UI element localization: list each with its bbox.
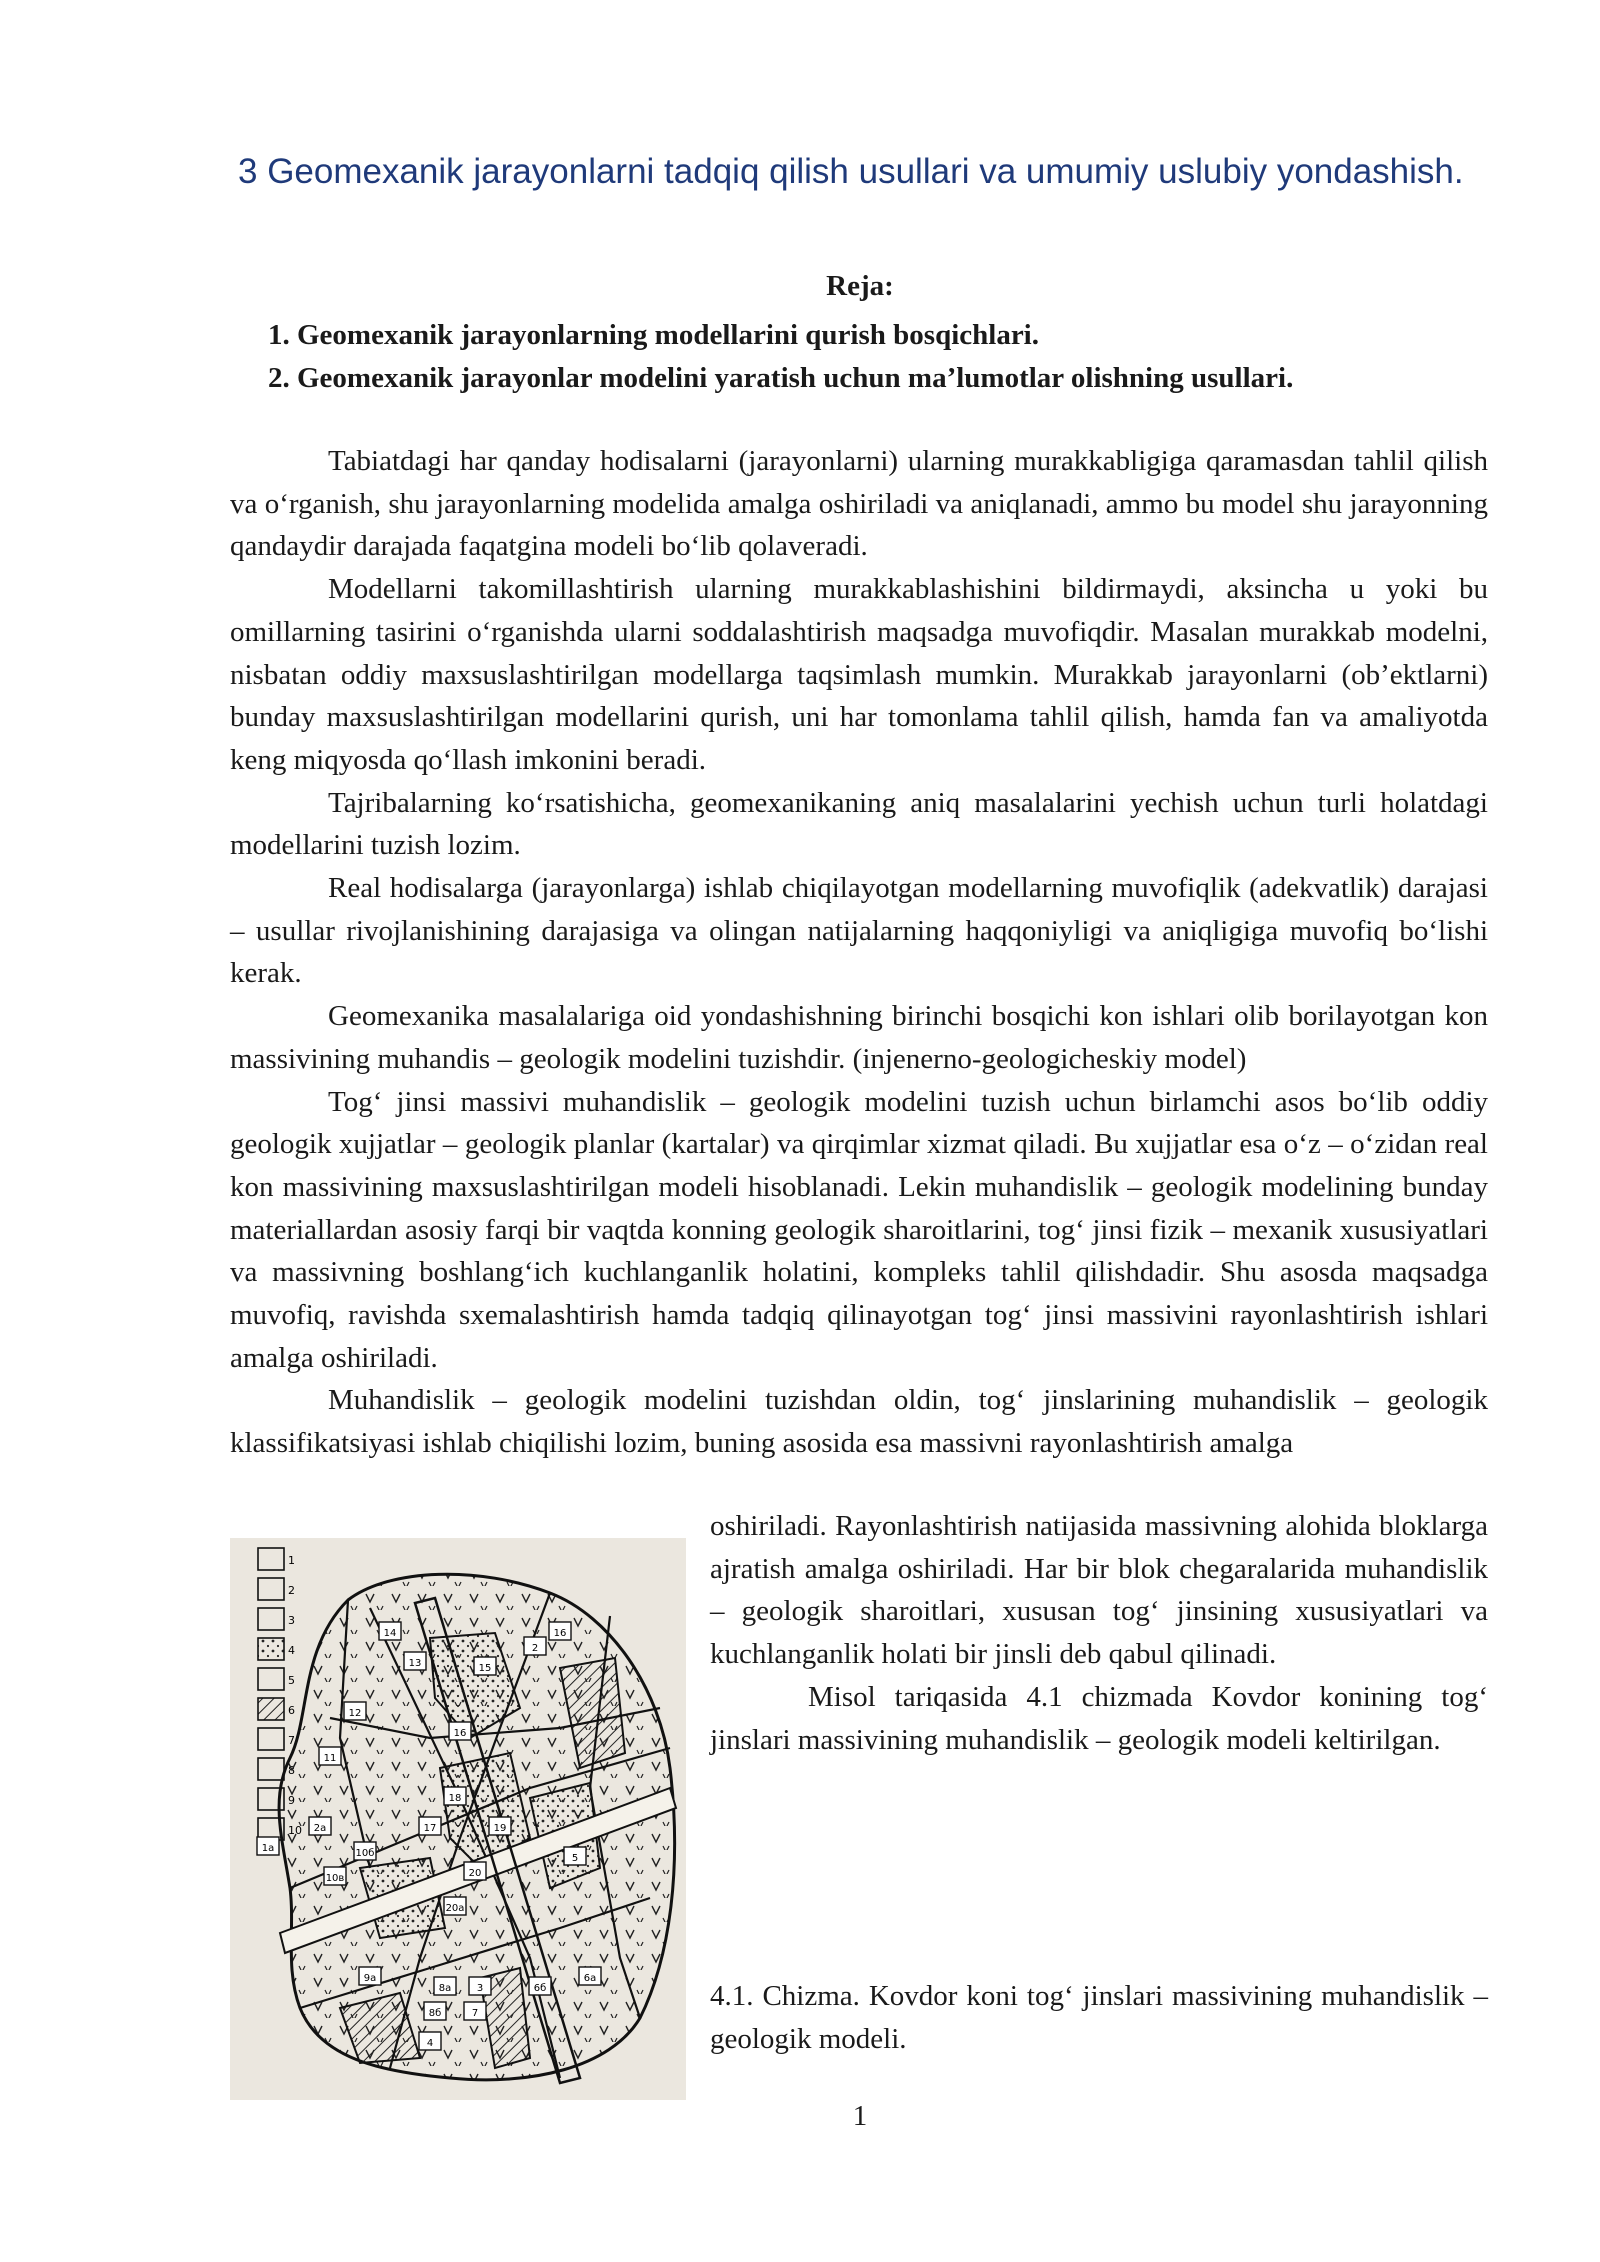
zone-label: 16 <box>453 1728 467 1739</box>
legend-number: 5 <box>288 1674 295 1687</box>
zone-label: 17 <box>423 1823 437 1834</box>
paragraph: oshiriladi. Rayonlashtirish natijasida massivning alohida bloklarga ajratish amalga oshiriladi. Har bir blok chegaralarida muhandislik – geologik sharoitlari, xususan tog‘ jinsining xususiyatlari va kuchlanganlik holati bir jinsli deb qabul qilinadi. <box>710 1510 1488 1671</box>
paragraph: Misol tariqasida 4.1 chizmada Kovdor konining tog‘ jinslari massivining muhandislik – geologik modeli keltirilgan. <box>710 1680 1488 1756</box>
wrapped-text <box>710 1505 1488 1761</box>
legend-number: 4 <box>288 1644 295 1657</box>
zone-label: 18 <box>448 1793 462 1804</box>
zone-label: 11 <box>323 1753 337 1764</box>
zone-label: 16 <box>553 1628 567 1639</box>
legend-swatch <box>258 1608 284 1630</box>
legend-swatch <box>258 1548 284 1570</box>
zone-label: 8а <box>438 1983 452 1994</box>
legend-swatch <box>258 1638 284 1660</box>
zone-label: 15 <box>478 1663 492 1674</box>
figure-caption: 4.1. Chizma. Kovdor koni tog‘ jinslari massivining muhandislik – geologik modeli. <box>710 1980 1488 2055</box>
legend-number: 2 <box>288 1584 295 1597</box>
paragraph: Geomexanika masalalariga oid yondashishning birinchi bosqichi kon ishlari olib borilayotgan kon massivining muhandis – geologik modelini tuzishdir. (injenerno-geologicheskiy model) <box>230 1000 1488 1075</box>
page-number: 1 <box>852 2100 868 2132</box>
zone-label: 10в <box>325 1873 345 1884</box>
zone-label: 3 <box>476 1983 484 1994</box>
paragraph: Muhandislik – geologik modelini tuzishdan oldin, tog‘ jinslarining muhandislik – geologik klassifikatsiyasi ishlab chiqilishi lozim, buning asosida esa massivni rayonlashtirish amalga <box>230 1384 1488 1460</box>
zone-label: 7 <box>471 2008 479 2019</box>
legend-swatch <box>258 1758 284 1780</box>
zone-label: 10б <box>355 1848 375 1859</box>
paragraph: Modellarni takomillashtirish ularning murakkablashishini bildirmaydi, aksincha u yoki bu omillarning tasirini o‘rganishda ularni soddalashtirish maqsadga muvofiqdir. Masalan murakkab modelni, nisbatan oddiy maxsuslashtirilgan modellarga taqsimlash mumkin. Murakkab jarayonlarni (ob’ektlarni) bunday maxsuslashtirilgan modellarini qurish, uni har tomonlama tahlil qilish, hamda fan va amaliyotda keng miqyosda qo‘llash imkonini beradi. <box>230 573 1488 776</box>
paragraph: Tajribalarning ko‘rsatishicha, geomexanikaning aniq masalalarini yechish uchun turli holatdagi modellarini tuzish lozim. <box>230 786 1488 862</box>
zone-label: 2 <box>531 1643 539 1654</box>
zone-label: 6а <box>583 1973 597 1984</box>
zone-label: 20а <box>445 1903 465 1914</box>
plan-item: 2. Geomexanik jarayonlar modelini yaratish uchun ma’lumotlar olishning usullari. <box>268 362 1294 394</box>
paragraph: Real hodisalarga (jarayonlarga) ishlab chiqilayotgan modellarning muvofiqlik (adekvatlik) darajasi – usullar rivojlanishining darajasiga va olingan natijalarning haqqoniyligi va aniqligiga muvofiq bo‘lishi kerak. <box>230 872 1488 990</box>
zone-label: 5 <box>571 1853 579 1864</box>
legend-number: 3 <box>288 1614 295 1627</box>
zone-label: 6б <box>533 1983 547 1994</box>
body-text <box>230 440 1488 1465</box>
section-heading: 3 Geomexanik jarayonlarni tadqiq qilish usullari va umumiy uslubiy yondashish. <box>238 152 1464 191</box>
zone-label: 20 <box>468 1868 482 1879</box>
legend-number: 1 <box>288 1554 295 1567</box>
plan-list <box>268 314 1293 400</box>
legend-swatch <box>258 1728 284 1750</box>
zone-label: 9а <box>363 1973 377 1984</box>
zone-label: 1а <box>261 1843 275 1854</box>
zone-label: 4 <box>426 2038 434 2049</box>
paragraph: Tabiatdagi har qanday hodisalarni (jarayonlarni) ularning murakkabligiga qaramasdan tahlil qilish va o‘rganish, shu jarayonlarning modelida amalga oshiriladi va aniqlanadi, ammo bu model shu jarayonning qandaydir darajada faqatgina modeli bo‘lib qolaveradi. <box>230 445 1488 563</box>
plan-item: 1. Geomexanik jarayonlarning modellarini qurish bosqichlari. <box>268 319 1039 351</box>
zone-label: 2а <box>313 1823 327 1834</box>
geological-map-drawing <box>230 1538 686 2100</box>
paragraph: Tog‘ jinsi massivi muhandislik – geologik modelini tuzish uchun birlamchi asos bo‘lib oddiy geologik xujjatlar – geologik planlar (kartalar) va qirqimlar xizmat qiladi. Bu xujjatlar esa o‘z – o‘zidan real kon massivining maxsuslashtirilgan modeli hisoblanadi. Lekin muhandislik – geologik modelining bunday materiallardan asosiy farqi bir vaqtda konning geologik sharoitlarini, tog‘ jinsi fizik – mexanik xususiyatlari va massivning boshlang‘ich kuchlanganlik holatini, kompleks tahlil qilishdadir. Shu asosda maqsadga muvofiq, ravishda sxemalashtirish hamda tadqiq qilinayotgan tog‘ jinsi massivini rayonlashtirish ishlari amalga oshiriladi. <box>230 1085 1488 1374</box>
zone-label: 14 <box>383 1628 397 1639</box>
zone-label: 12 <box>348 1708 362 1719</box>
zone-label: 8б <box>428 2008 442 2019</box>
zone-label: 19 <box>493 1823 507 1834</box>
zone-label: 13 <box>408 1658 422 1669</box>
plan-title: Reja: <box>826 270 894 302</box>
legend-number: 6 <box>288 1704 295 1717</box>
legend-swatch <box>258 1578 284 1600</box>
legend-number: 7 <box>288 1734 295 1747</box>
geological-model-figure <box>230 1538 686 2100</box>
legend-swatch <box>258 1668 284 1690</box>
legend-swatch <box>258 1698 284 1720</box>
